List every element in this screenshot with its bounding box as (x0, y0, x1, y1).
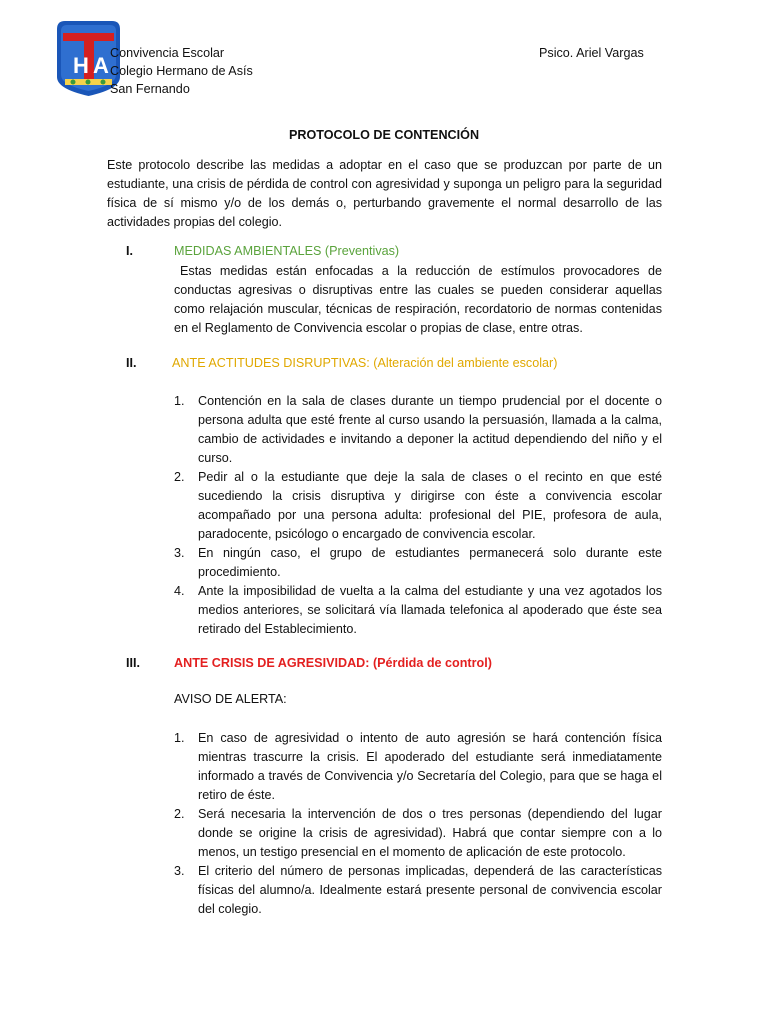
list-item-number: 2. (174, 807, 185, 821)
list-item-number: 3. (174, 546, 185, 560)
list-item-text: El criterio del número de personas implicadas, dependerá de las características físicas del alumno/a. Idealmente estará presente personal de convivencia escolar del colegio. (198, 864, 662, 916)
header-institution (110, 44, 253, 98)
section-3-number: III. (126, 656, 140, 670)
section-2-title: ANTE ACTITUDES DISRUPTIVAS: (Alteración del ambiente escolar) (172, 356, 558, 370)
list-item (174, 582, 662, 639)
list-item (174, 544, 662, 582)
list-item (174, 862, 662, 919)
list-item (174, 468, 662, 544)
section-3-list (174, 729, 662, 919)
document-title: PROTOCOLO DE CONTENCIÓN (288, 128, 480, 142)
list-item-text: En caso de agresividad o intento de auto agresión se hará contención física mientras trascurre la crisis. El apoderado del estudiante será inmediatamente informado a través de Convivencia y/o Secretaría del Colegio, para que se haga el retiro de éste. (198, 731, 662, 802)
header-author: Psico. Ariel Vargas (539, 46, 644, 60)
svg-text:H: H (73, 53, 89, 78)
list-item-number: 4. (174, 584, 185, 598)
header-line-1: Convivencia Escolar (110, 46, 225, 60)
list-item-text: Será necesaria la intervención de dos o tres personas (dependiendo del lugar donde se origine la crisis de agresividad). Habrá que contar siempre con a lo menos, un testigo presencial en el momento de aplicación de este protocolo. (198, 807, 662, 859)
section-1-title: MEDIDAS AMBIENTALES (Preventivas) (174, 244, 400, 258)
list-item-number: 3. (174, 864, 185, 878)
alert-label: AVISO DE ALERTA: (174, 692, 287, 706)
list-item-number: 2. (174, 470, 185, 484)
section-2-list (174, 392, 662, 639)
list-item-text: Ante la imposibilidad de vuelta a la calma del estudiante y una vez agotados los medios anteriores, se solicitará vía llamada telefonica al apoderado que éste sea retirado del Establecimiento. (198, 584, 662, 636)
list-item (174, 392, 662, 468)
list-item-number: 1. (174, 731, 185, 745)
list-item-text: Pedir al o la estudiante que deje la sala de clases o el recinto en que esté sucediendo la crisis disruptiva y dirigirse con éste a convivencia escolar acompañado por una persona adulta: profesional del PIE, profesora de aula, paradocente, psicólogo o encargado de convivencia escolar. (198, 470, 662, 541)
section-3-title: ANTE CRISIS DE AGRESIVIDAD: (Pérdida de control) (174, 656, 492, 670)
list-item-text: En ningún caso, el grupo de estudiantes permanecerá solo durante este procedimiento. (198, 546, 662, 579)
list-item (174, 729, 662, 805)
section-1-text: Estas medidas están enfocadas a la reducción de estímulos provocadores de conductas agresivas o disruptivas entre las cuales se pueden considerar aquellas como relajación muscular, técnicas de respiración, recordatorio de normas contenidas en el Reglamento de Convivencia escolar o propias de clase, entre otras. (174, 264, 662, 335)
list-item-text: Contención en la sala de clases durante un tiempo prudencial por el docente o persona adulta que esté frente al curso usando la persuasión, llamada a la calma, cambio de actividades e invitando a deponer la actitud dependiendo del niño y el curso. (198, 394, 662, 465)
list-item (174, 805, 662, 862)
svg-text:A: A (93, 53, 109, 78)
list-item-number: 1. (174, 394, 185, 408)
section-1-number: I. (126, 244, 133, 258)
intro-paragraph: Este protocolo describe las medidas a adoptar en el caso que se produzcan por parte de un estudiante, una crisis de pérdida de control con agresividad y suponga un peligro para la seguridad física de sí mismo y/o de los demás o, perturbando gravemente el normal desarrollo de las actividades propias del colegio. (107, 158, 662, 229)
header-line-2: Colegio Hermano de Asís (110, 64, 253, 78)
section-2-number: II. (126, 356, 137, 370)
header-line-3: San Fernando (110, 82, 190, 96)
